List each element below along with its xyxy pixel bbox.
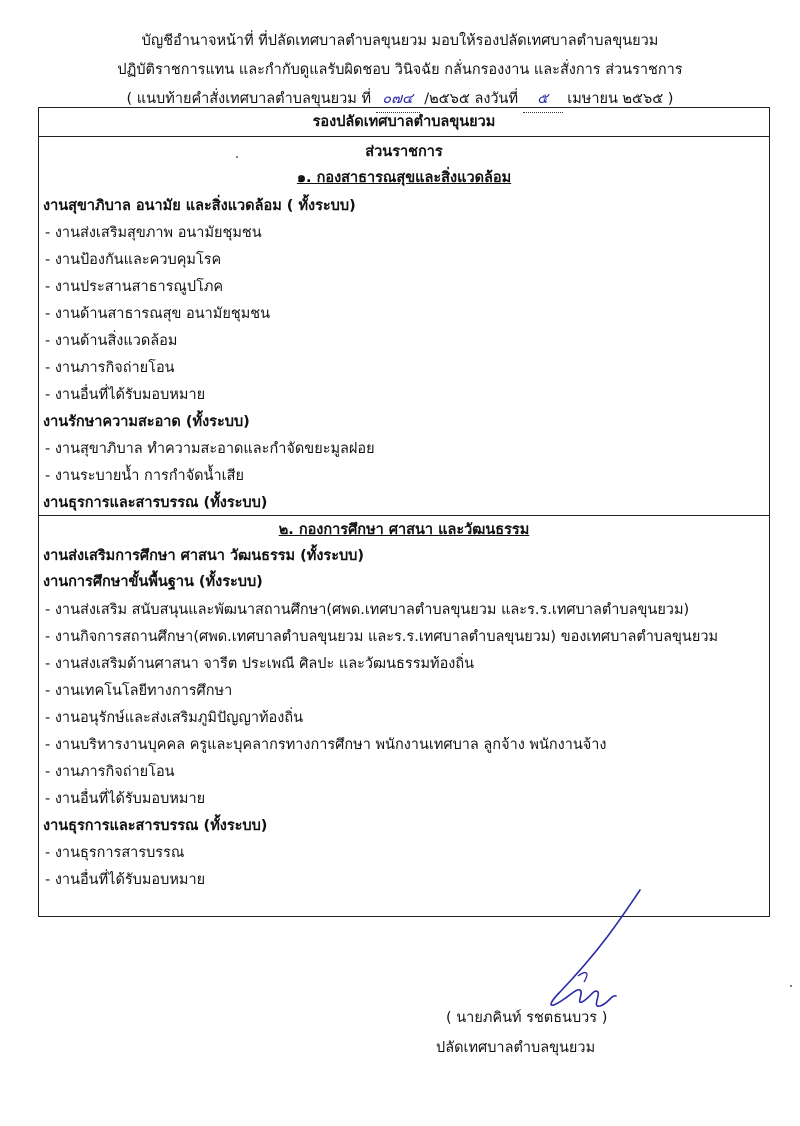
signer-position: ปลัดเทศบาลตำบลขุนยวม xyxy=(436,1040,596,1056)
list-item: - งานอื่นที่ได้รับมอบหมาย xyxy=(45,387,206,403)
header-line-3-suffix: เมษายน ๒๕๖๕ ) xyxy=(567,91,674,107)
list-item: - งานอื่นที่ได้รับมอบหมาย xyxy=(45,791,206,807)
header-line-3-prefix: ( แนบท้ายคำสั่งเทศบาลตำบลขุนยวม ที่ xyxy=(126,91,372,107)
scan-speck xyxy=(236,156,238,158)
list-item: - งานธุรการสารบรรณ xyxy=(45,845,185,861)
list-item: - งานส่งเสริมด้านศาสนา จารีต ประเพณี ศิลปะ และวัฒนธรรมท้องถิ่น xyxy=(45,656,475,672)
list-item: - งานด้านสิ่งแวดล้อม xyxy=(45,333,178,349)
list-item: - งานภารกิจถ่ายโอน xyxy=(45,360,175,376)
list-item: - งานส่งเสริม สนับสนุนและพัฒนาสถานศึกษา(ศพด.เทศบาลตำบลขุนยวม และร.ร.เทศบาลตำบลขุนยวม) xyxy=(45,602,690,618)
list-item: - งานป้องกันและควบคุมโรค xyxy=(45,252,222,268)
list-item: - งานส่งเสริมสุขภาพ อนามัยชุมชน xyxy=(45,225,262,241)
list-item: - งานระบายน้ำ การกำจัดน้ำเสีย xyxy=(45,468,244,484)
order-number: ๐๗๔ xyxy=(376,86,420,113)
scan-speck xyxy=(790,985,792,987)
section-divider xyxy=(39,515,769,516)
header-line-1: บัญชีอำนาจหน้าที่ ที่ปลัดเทศบาลตำบลขุนยวม มอบให้รองปลัดเทศบาลตำบลขุนยวม xyxy=(141,33,659,49)
list-item: - งานเทคโนโลยีทางการศึกษา xyxy=(45,683,233,699)
group-heading: งานธุรการและสารบรรณ (ทั้งระบบ) xyxy=(43,495,268,511)
group-heading: งานการศึกษาขั้นพื้นฐาน (ทั้งระบบ) xyxy=(43,574,263,590)
authority-table xyxy=(38,107,770,917)
group-heading: งานส่งเสริมการศึกษา ศาสนา วัฒนธรรม (ทั้งระบบ) xyxy=(43,548,365,564)
division-2-title: ๒. กองการศึกษา ศาสนา และวัฒนธรรม xyxy=(278,522,530,538)
group-heading: งานสุขาภิบาล อนามัย และสิ่งแวดล้อม ( ทั้งระบบ) xyxy=(43,198,356,214)
list-item: - งานประสานสาธารณูปโภค xyxy=(45,279,224,295)
division-1-title: ๑. กองสาธารณสุขและสิ่งแวดล้อม xyxy=(296,170,512,186)
table-title: รองปลัดเทศบาลตำบลขุนยวม xyxy=(39,108,769,137)
header-line-3-mid: /๒๕๖๕ ลงวันที่ xyxy=(424,91,519,107)
group-heading: งานธุรการและสารบรรณ (ทั้งระบบ) xyxy=(43,818,268,834)
list-item: - งานอื่นที่ได้รับมอบหมาย xyxy=(45,872,206,888)
signer-name: ( นายภคินท์ รชตธนบวร ) xyxy=(446,1010,608,1026)
section-label: ส่วนราชการ xyxy=(365,144,443,160)
list-item: - งานภารกิจถ่ายโอน xyxy=(45,764,175,780)
list-item: - งานสุขาภิบาล ทำความสะอาดและกำจัดขยะมูลฝอย xyxy=(45,441,375,457)
list-item: - งานด้านสาธารณสุข อนามัยชุมชน xyxy=(45,306,271,322)
list-item: - งานกิจการสถานศึกษา(ศพด.เทศบาลตำบลขุนยวม และร.ร.เทศบาลตำบลขุนยวม) ของเทศบาลตำบลขุนยวม xyxy=(45,629,719,645)
group-heading: งานรักษาความสะอาด (ทั้งระบบ) xyxy=(43,414,250,430)
list-item: - งานบริหารงานบุคคล ครูและบุคลากรทางการศึกษา พนักงานเทศบาล ลูกจ้าง พนักงานจ้าง xyxy=(45,737,607,753)
header-line-2: ปฏิบัติราชการแทน และกำกับดูแลรับผิดชอบ วินิจฉัย กลั่นกรองงาน และสั่งการ ส่วนราชการ xyxy=(117,62,683,78)
order-day: ๕ xyxy=(523,86,563,113)
list-item: - งานอนุรักษ์และส่งเสริมภูมิปัญญาท้องถิ่น xyxy=(45,710,304,726)
